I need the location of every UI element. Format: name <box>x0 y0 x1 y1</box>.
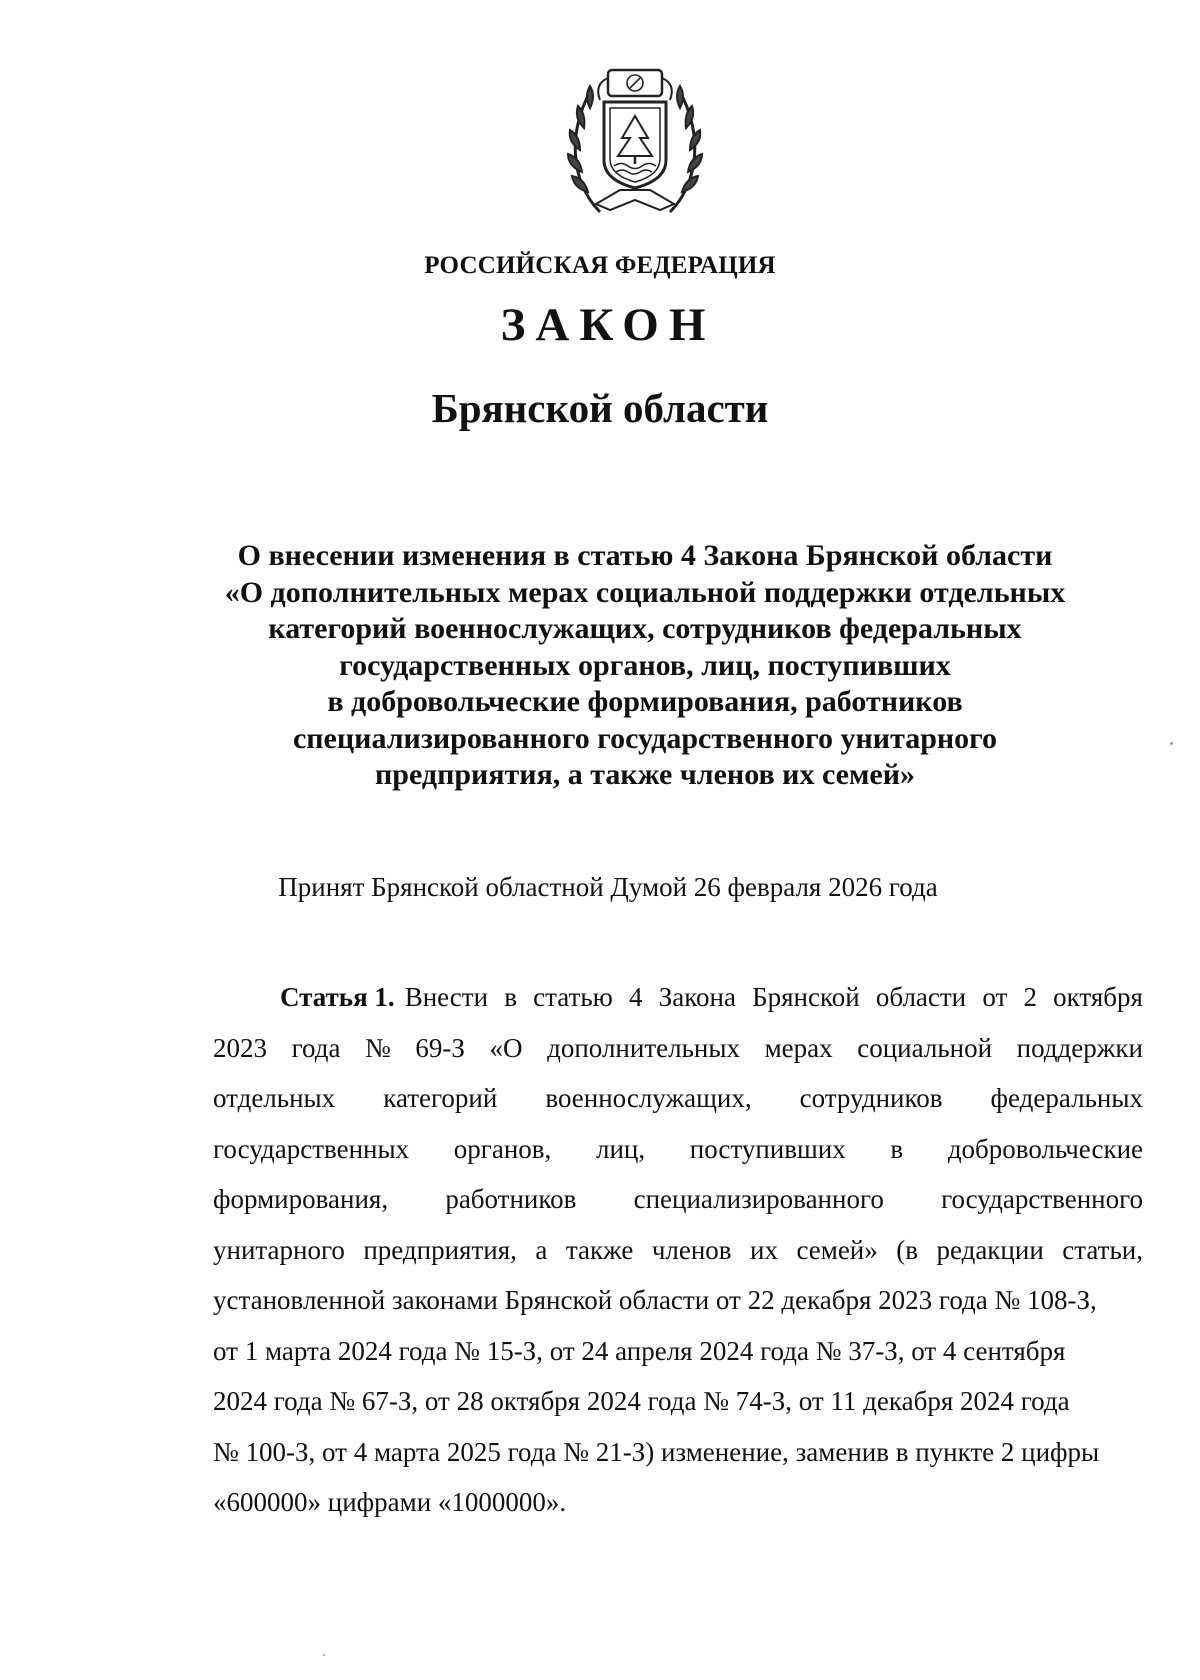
article-word: Закона <box>658 982 736 1012</box>
article-word: органов, <box>453 1133 552 1164</box>
article-word: 2023 <box>213 1032 267 1063</box>
article-word: предприятия, <box>363 1234 517 1265</box>
article-line <box>213 1124 1143 1175</box>
article-word: государственного <box>941 1184 1143 1214</box>
article-word: военнослужащих, <box>545 1083 752 1113</box>
article-word: отдельных <box>213 1083 336 1113</box>
article-word: в <box>890 1133 904 1164</box>
article-word: категорий <box>383 1083 498 1113</box>
law-title <box>195 538 1095 794</box>
document-type-heading: ЗАКОН <box>500 299 716 351</box>
article-word: установленной законами Брянской области от 22 декабря 2023 года № 108-З, <box>213 1285 1097 1315</box>
article-number: Статья 1. <box>280 982 395 1012</box>
article-first-line-words <box>405 972 1143 1023</box>
article-word: формирования, <box>213 1184 389 1214</box>
article-word: государственных <box>213 1133 410 1164</box>
article-word: 2 <box>1023 982 1037 1012</box>
article-line <box>213 1225 1143 1276</box>
article-word: поступивших <box>689 1133 846 1164</box>
article-word: октября <box>1053 982 1143 1012</box>
article-word: от <box>982 982 1008 1012</box>
article-word: а <box>535 1234 548 1265</box>
article-word: социальной <box>857 1032 993 1063</box>
article-word: года <box>291 1032 341 1063</box>
title-line: предприятия, а также членов их семей» <box>375 758 915 791</box>
article-line <box>213 1023 1143 1074</box>
country-heading: РОССИЙСКАЯ ФЕДЕРАЦИЯ <box>424 252 776 279</box>
region-heading: Брянской области <box>431 385 769 431</box>
article-word: поддержки <box>1016 1032 1143 1063</box>
coat-of-arms-emblem <box>560 62 710 220</box>
article-word: (в <box>896 1234 918 1265</box>
article-word: области <box>875 982 967 1012</box>
article-word: также <box>565 1234 634 1265</box>
article-word: 69-З <box>415 1032 465 1063</box>
title-line: в добровольческие формирования, работников <box>327 685 963 718</box>
article-word: в <box>504 982 517 1012</box>
article-word: «О <box>489 1032 523 1063</box>
article-word: от 1 марта 2024 года № 15-З, от 24 апреля 2024 года № 37-З, от 4 сентября <box>213 1335 1066 1366</box>
article-word: редакции <box>936 1234 1044 1265</box>
article-word: специализированного <box>633 1184 884 1214</box>
article-word: лиц, <box>595 1133 646 1164</box>
scan-speck <box>1170 742 1173 745</box>
article-word: добровольческие <box>947 1133 1143 1164</box>
article-word: 4 <box>629 982 643 1012</box>
title-line: государственных органов, лиц, поступивших <box>339 648 951 682</box>
article-line <box>213 1326 1143 1377</box>
article-line <box>213 1427 1143 1478</box>
article-word: Брянской <box>752 982 860 1012</box>
article-word: 2024 года № 67-З, от 28 октября 2024 года № 74-З, от 11 декабря 2024 года <box>213 1386 1070 1416</box>
title-line: категорий военнослужащих, сотрудников федеральных <box>268 612 1022 645</box>
article-line-last: «600000» цифрами «1000000». <box>213 1487 567 1517</box>
title-line: специализированного государственного унитарного <box>292 721 998 755</box>
article-line <box>213 972 1143 1023</box>
title-line: «О дополнительных мерах социальной поддержки отдельных <box>224 575 1066 609</box>
article-line <box>213 1275 1143 1326</box>
article-word: № <box>365 1032 391 1063</box>
bryansk-oblast-coat-of-arms-icon <box>568 70 702 212</box>
article-line <box>213 1376 1143 1427</box>
article-word: мерах <box>764 1032 833 1063</box>
article-word: Внести <box>404 982 489 1012</box>
article-line <box>213 1073 1143 1124</box>
article-word: унитарного <box>213 1234 345 1265</box>
article-word: сотрудников <box>799 1083 943 1113</box>
article-word: работников <box>445 1184 577 1214</box>
article-1 <box>213 972 1143 1528</box>
article-body <box>213 1023 1143 1478</box>
article-word: членов <box>651 1234 732 1265</box>
article-word: семей» <box>796 1234 878 1265</box>
article-word: статью <box>533 982 613 1012</box>
article-word: № 100-З, от 4 марта 2025 года № 21-З) изменение, заменив в пункте 2 цифры <box>213 1436 1100 1467</box>
adoption-note: Принят Брянской областной Думой 26 февраля 2026 года <box>278 872 938 902</box>
scan-speck <box>323 1654 325 1656</box>
article-word: дополнительных <box>547 1032 740 1063</box>
article-line <box>213 1174 1143 1225</box>
article-word: статьи, <box>1062 1234 1143 1265</box>
article-word: их <box>750 1234 778 1265</box>
article-word: федеральных <box>990 1083 1143 1113</box>
title-line: О внесении изменения в статью 4 Закона Брянской области <box>237 539 1053 572</box>
